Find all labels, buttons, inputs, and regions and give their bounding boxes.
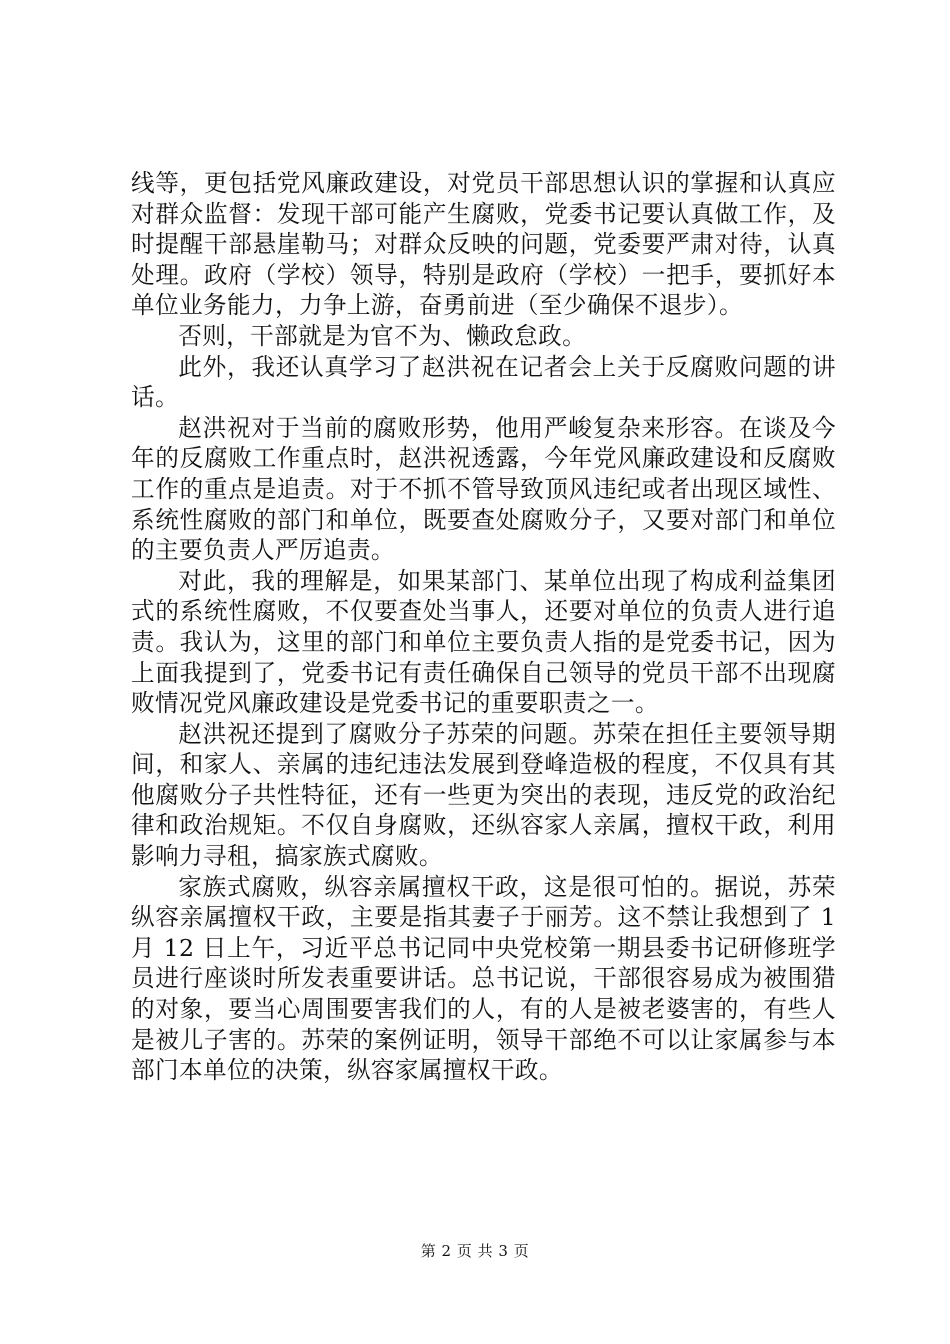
paragraph: 线等，更包括党风廉政建设，对党员干部思想认识的掌握和认真应对群众监督：发现干部可能产生腐败，党委书记要认真做工作，及时提醒干部悬崖勒马；对群众反映的问题，党委要严肃对待，认真处理。政府（学校）领导，特别是政府（学校）一把手，要抓好本单位业务能力，力争上游，奋勇前进（至少确保不退步）。 <box>131 169 836 320</box>
paragraph: 赵洪祝对于当前的腐败形势，他用严峻复杂来形容。在谈及今年的反腐败工作重点时，赵洪祝透露，今年党风廉政建设和反腐败工作的重点是追责。对于不抓不管导致顶风违纪或者出现区域性、系统性腐败的部门和单位，既要查处腐败分子，又要对部门和单位的主要负责人严厉追责。 <box>131 413 836 565</box>
paragraph: 家族式腐败，纵容亲属擅权干政，这是很可怕的。据说，苏荣纵容亲属擅权干政，主要是指其妻子于丽芳。这不禁让我想到了 1 月 12 日上午，习近平总书记同中央党校第一期县委书记研修班学员进行座谈时所发表重要讲话。总书记说，干部很容易成为被围猎的对象，要当心周围要害我们的人，有的人是被老婆害的，有些人是被儿子害的。苏荣的案例证明，领导干部绝不可以让家属参与本部门本单位的决策，纵容家属擅权干政。 <box>131 872 836 1085</box>
paragraph: 赵洪祝还提到了腐败分子苏荣的问题。苏荣在担任主要领导期间，和家人、亲属的违纪违法发展到登峰造极的程度，不仅具有其他腐败分子共性特征，还有一些更为突出的表现，违反党的政治纪律和政治规矩。不仅自身腐败，还纵容家人亲属，擅权干政，利用影响力寻租，搞家族式腐败。 <box>131 719 836 871</box>
paragraph: 对此，我的理解是，如果某部门、某单位出现了构成利益集团式的系统性腐败，不仅要查处当事人，还要对单位的负责人进行追责。我认为，这里的部门和单位主要负责人指的是党委书记，因为上面我提到了，党委书记有责任确保自己领导的党员干部不出现腐败情况党风廉政建设是党委书记的重要职责之一。 <box>131 566 836 718</box>
paragraph: 此外，我还认真学习了赵洪祝在记者会上关于反腐败问题的讲话。 <box>131 352 836 412</box>
page-number-footer: 第 2 页 共 3 页 <box>420 1242 530 1260</box>
paragraph: 否则，干部就是为官不为、懒政怠政。 <box>178 321 587 350</box>
document-body <box>131 168 836 1086</box>
